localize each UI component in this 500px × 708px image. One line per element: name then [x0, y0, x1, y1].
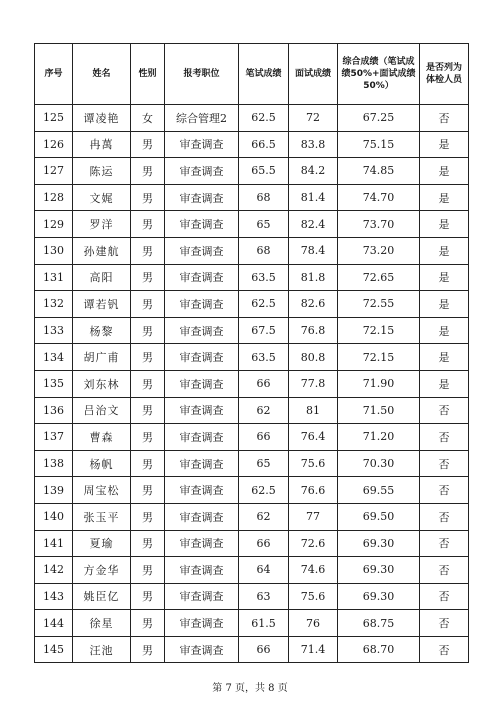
cell-position: 审查调查 [165, 583, 239, 610]
cell-written: 65.5 [239, 158, 289, 185]
cell-written: 67.5 [239, 317, 289, 344]
cell-exam: 是 [420, 131, 469, 158]
cell-seq: 143 [35, 583, 73, 610]
results-table [34, 43, 469, 663]
cell-exam: 是 [420, 344, 469, 371]
cell-sex: 男 [131, 211, 165, 238]
cell-position: 审查调查 [165, 158, 239, 185]
table-row [35, 557, 469, 584]
cell-interview: 76 [289, 610, 338, 637]
cell-position: 审查调查 [165, 237, 239, 264]
header-exam: 是否列为体检人员 [420, 44, 469, 105]
header-name: 姓名 [73, 44, 131, 105]
cell-seq: 141 [35, 530, 73, 557]
cell-name: 吕治文 [73, 397, 131, 424]
cell-written: 62 [239, 397, 289, 424]
cell-interview: 78.4 [289, 237, 338, 264]
cell-name: 胡广甫 [73, 344, 131, 371]
cell-exam: 否 [420, 610, 469, 637]
cell-composite: 69.50 [338, 503, 420, 530]
cell-written: 62.5 [239, 477, 289, 504]
cell-position: 审查调查 [165, 131, 239, 158]
cell-sex: 男 [131, 291, 165, 318]
cell-name: 刘东林 [73, 370, 131, 397]
cell-written: 62 [239, 503, 289, 530]
cell-sex: 男 [131, 344, 165, 371]
cell-name: 文娓 [73, 184, 131, 211]
cell-position: 审查调查 [165, 557, 239, 584]
table-row [35, 105, 469, 132]
cell-seq: 126 [35, 131, 73, 158]
cell-sex: 男 [131, 397, 165, 424]
cell-exam: 是 [420, 211, 469, 238]
table-row [35, 131, 469, 158]
cell-position: 审查调查 [165, 424, 239, 451]
header-position: 报考职位 [165, 44, 239, 105]
cell-seq: 135 [35, 370, 73, 397]
cell-composite: 71.90 [338, 370, 420, 397]
cell-written: 68 [239, 237, 289, 264]
cell-position: 审查调查 [165, 344, 239, 371]
cell-name: 谭凌艳 [73, 105, 131, 132]
table-row [35, 317, 469, 344]
cell-position: 审查调查 [165, 450, 239, 477]
cell-exam: 否 [420, 636, 469, 663]
cell-interview: 83.8 [289, 131, 338, 158]
cell-exam: 否 [420, 105, 469, 132]
cell-exam: 是 [420, 158, 469, 185]
cell-interview: 81.8 [289, 264, 338, 291]
cell-composite: 68.70 [338, 636, 420, 663]
table-row [35, 344, 469, 371]
cell-composite: 74.70 [338, 184, 420, 211]
cell-position: 审查调查 [165, 184, 239, 211]
header-composite: 综合成绩（笔试成绩50%+面试成绩50%） [338, 44, 420, 105]
cell-sex: 男 [131, 503, 165, 530]
header-sex: 性别 [131, 44, 165, 105]
header-seq: 序号 [35, 44, 73, 105]
cell-seq: 145 [35, 636, 73, 663]
cell-position: 审查调查 [165, 291, 239, 318]
cell-name: 徐星 [73, 610, 131, 637]
cell-seq: 133 [35, 317, 73, 344]
cell-sex: 男 [131, 370, 165, 397]
cell-exam: 否 [420, 557, 469, 584]
cell-sex: 男 [131, 184, 165, 211]
cell-seq: 136 [35, 397, 73, 424]
cell-written: 63 [239, 583, 289, 610]
cell-seq: 138 [35, 450, 73, 477]
cell-sex: 男 [131, 158, 165, 185]
cell-exam: 否 [420, 424, 469, 451]
table-row [35, 610, 469, 637]
table-body [35, 105, 469, 663]
cell-position: 综合管理2 [165, 105, 239, 132]
cell-interview: 82.6 [289, 291, 338, 318]
cell-exam: 否 [420, 450, 469, 477]
cell-name: 冉萬 [73, 131, 131, 158]
cell-sex: 男 [131, 636, 165, 663]
cell-written: 63.5 [239, 344, 289, 371]
cell-name: 罗洋 [73, 211, 131, 238]
cell-name: 杨帆 [73, 450, 131, 477]
cell-written: 61.5 [239, 610, 289, 637]
cell-seq: 130 [35, 237, 73, 264]
cell-seq: 144 [35, 610, 73, 637]
cell-exam: 是 [420, 291, 469, 318]
cell-sex: 男 [131, 477, 165, 504]
cell-sex: 男 [131, 530, 165, 557]
table-row [35, 158, 469, 185]
table-header [35, 44, 469, 105]
header-row [35, 44, 469, 105]
header-interview: 面试成绩 [289, 44, 338, 105]
cell-exam: 是 [420, 370, 469, 397]
results-sheet [34, 43, 468, 663]
cell-exam: 是 [420, 237, 469, 264]
cell-interview: 72.6 [289, 530, 338, 557]
cell-exam: 否 [420, 583, 469, 610]
cell-position: 审查调查 [165, 397, 239, 424]
cell-name: 汪池 [73, 636, 131, 663]
cell-sex: 男 [131, 583, 165, 610]
cell-position: 审查调查 [165, 530, 239, 557]
cell-written: 66 [239, 424, 289, 451]
table-row [35, 370, 469, 397]
cell-composite: 69.30 [338, 557, 420, 584]
cell-exam: 是 [420, 264, 469, 291]
header-written: 笔试成绩 [239, 44, 289, 105]
cell-sex: 男 [131, 424, 165, 451]
table-row [35, 503, 469, 530]
cell-written: 62.5 [239, 291, 289, 318]
cell-written: 65 [239, 450, 289, 477]
cell-position: 审查调查 [165, 264, 239, 291]
cell-written: 68 [239, 184, 289, 211]
table-row [35, 237, 469, 264]
cell-written: 65 [239, 211, 289, 238]
cell-exam: 否 [420, 477, 469, 504]
cell-interview: 76.8 [289, 317, 338, 344]
cell-written: 62.5 [239, 105, 289, 132]
cell-written: 63.5 [239, 264, 289, 291]
cell-written: 66 [239, 530, 289, 557]
cell-exam: 是 [420, 317, 469, 344]
cell-seq: 134 [35, 344, 73, 371]
cell-composite: 70.30 [338, 450, 420, 477]
table-row [35, 424, 469, 451]
cell-interview: 82.4 [289, 211, 338, 238]
cell-composite: 71.50 [338, 397, 420, 424]
cell-seq: 132 [35, 291, 73, 318]
cell-position: 审查调查 [165, 370, 239, 397]
cell-composite: 69.30 [338, 530, 420, 557]
cell-interview: 77.8 [289, 370, 338, 397]
cell-composite: 67.25 [338, 105, 420, 132]
cell-composite: 75.15 [338, 131, 420, 158]
cell-seq: 139 [35, 477, 73, 504]
cell-name: 谭若钒 [73, 291, 131, 318]
cell-composite: 72.55 [338, 291, 420, 318]
cell-sex: 男 [131, 317, 165, 344]
table-row [35, 397, 469, 424]
cell-seq: 131 [35, 264, 73, 291]
cell-sex: 男 [131, 450, 165, 477]
cell-seq: 142 [35, 557, 73, 584]
cell-name: 方金华 [73, 557, 131, 584]
page-footer: 第 7 页，共 8 页 [212, 683, 288, 694]
cell-interview: 74.6 [289, 557, 338, 584]
cell-seq: 137 [35, 424, 73, 451]
cell-name: 姚臣亿 [73, 583, 131, 610]
cell-interview: 81.4 [289, 184, 338, 211]
cell-exam: 否 [420, 397, 469, 424]
cell-written: 66.5 [239, 131, 289, 158]
table-row [35, 211, 469, 238]
cell-composite: 72.15 [338, 344, 420, 371]
table-row [35, 450, 469, 477]
cell-name: 孙建航 [73, 237, 131, 264]
table-row [35, 530, 469, 557]
cell-position: 审查调查 [165, 610, 239, 637]
cell-composite: 68.75 [338, 610, 420, 637]
table-row [35, 291, 469, 318]
cell-written: 66 [239, 636, 289, 663]
cell-composite: 73.20 [338, 237, 420, 264]
cell-name: 高阳 [73, 264, 131, 291]
cell-seq: 128 [35, 184, 73, 211]
cell-seq: 125 [35, 105, 73, 132]
cell-interview: 75.6 [289, 583, 338, 610]
cell-written: 64 [239, 557, 289, 584]
cell-composite: 72.65 [338, 264, 420, 291]
table-row [35, 264, 469, 291]
cell-composite: 74.85 [338, 158, 420, 185]
cell-exam: 否 [420, 503, 469, 530]
cell-seq: 140 [35, 503, 73, 530]
cell-name: 张玉平 [73, 503, 131, 530]
cell-composite: 69.55 [338, 477, 420, 504]
cell-composite: 71.20 [338, 424, 420, 451]
cell-position: 审查调查 [165, 477, 239, 504]
cell-interview: 72 [289, 105, 338, 132]
cell-composite: 69.30 [338, 583, 420, 610]
cell-sex: 男 [131, 264, 165, 291]
cell-sex: 男 [131, 237, 165, 264]
cell-interview: 77 [289, 503, 338, 530]
cell-position: 审查调查 [165, 503, 239, 530]
cell-position: 审查调查 [165, 211, 239, 238]
cell-sex: 男 [131, 557, 165, 584]
table-row [35, 636, 469, 663]
cell-sex: 女 [131, 105, 165, 132]
cell-interview: 81 [289, 397, 338, 424]
cell-composite: 72.15 [338, 317, 420, 344]
cell-name: 夏瑜 [73, 530, 131, 557]
cell-name: 陈运 [73, 158, 131, 185]
cell-written: 66 [239, 370, 289, 397]
cell-sex: 男 [131, 131, 165, 158]
cell-interview: 75.6 [289, 450, 338, 477]
cell-interview: 80.8 [289, 344, 338, 371]
cell-seq: 129 [35, 211, 73, 238]
cell-interview: 71.4 [289, 636, 338, 663]
table-row [35, 477, 469, 504]
cell-composite: 73.70 [338, 211, 420, 238]
cell-position: 审查调查 [165, 636, 239, 663]
cell-interview: 76.4 [289, 424, 338, 451]
cell-exam: 否 [420, 530, 469, 557]
cell-name: 周宝松 [73, 477, 131, 504]
cell-sex: 男 [131, 610, 165, 637]
cell-interview: 76.6 [289, 477, 338, 504]
cell-exam: 是 [420, 184, 469, 211]
cell-position: 审查调查 [165, 317, 239, 344]
table-row [35, 184, 469, 211]
cell-interview: 84.2 [289, 158, 338, 185]
cell-name: 杨黎 [73, 317, 131, 344]
table-row [35, 583, 469, 610]
cell-seq: 127 [35, 158, 73, 185]
cell-name: 曹森 [73, 424, 131, 451]
